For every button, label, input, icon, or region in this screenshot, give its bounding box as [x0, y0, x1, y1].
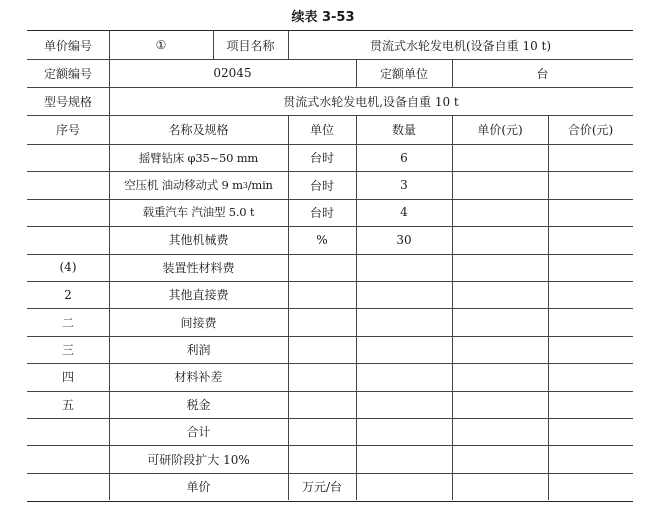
row-unit	[288, 391, 356, 418]
col-header-qty: 数量	[391, 123, 416, 137]
row-price	[452, 308, 548, 335]
row-total	[548, 226, 633, 253]
quota-code-label: 定额编号	[43, 66, 92, 81]
row-unit: 台时	[309, 205, 334, 220]
row-no: 四	[61, 370, 74, 385]
row-name: 摇臂钻床 φ35~50 mm	[138, 150, 259, 165]
row-unit	[288, 418, 356, 445]
row-price	[452, 445, 548, 472]
col-header-no: 序号	[55, 123, 80, 137]
row-name: 单价	[186, 479, 211, 494]
row-price	[452, 336, 548, 363]
quota-unit-value: 台	[536, 66, 549, 81]
row-price	[452, 171, 548, 198]
quota-code-value: 02045	[213, 66, 252, 80]
row-qty	[356, 254, 452, 281]
row-qty	[356, 418, 452, 445]
unit-code-label: 单价编号	[43, 38, 92, 53]
col-header-price: 单价(元)	[477, 123, 523, 137]
row-price	[452, 199, 548, 226]
row-unit: 台时	[309, 151, 334, 166]
row-price	[452, 254, 548, 281]
row-price	[452, 391, 548, 418]
row-unit	[288, 336, 356, 363]
row-total	[548, 445, 633, 472]
row-price	[452, 144, 548, 171]
row-name: 空压机 油动移动式 9 m 3 /min	[124, 178, 273, 193]
row-price	[452, 363, 548, 390]
col-header-name: 名称及规格	[168, 123, 229, 137]
row-unit	[288, 445, 356, 472]
row-name: 装置性材料费	[162, 260, 235, 275]
row-qty	[356, 445, 452, 472]
row-unit	[288, 254, 356, 281]
row-name: 间接费	[180, 315, 217, 330]
table-caption: 续表 3-53	[291, 10, 355, 25]
project-name-value: 贯流式水轮发电机(设备自重 10 t)	[369, 38, 552, 53]
row-price	[452, 226, 548, 253]
row-total	[548, 308, 633, 335]
row-no	[27, 418, 109, 445]
row-no: 2	[64, 287, 72, 302]
row-qty: 4	[400, 205, 408, 220]
row-total	[548, 254, 633, 281]
row-name: 利润	[186, 342, 211, 357]
row-no: (4)	[59, 260, 77, 275]
row-qty	[356, 391, 452, 418]
row-qty	[356, 281, 452, 308]
row-qty	[356, 473, 452, 500]
row-unit	[288, 281, 356, 308]
row-total	[548, 363, 633, 390]
row-no: 三	[61, 342, 74, 357]
row-unit	[288, 363, 356, 390]
model-spec-label: 型号规格	[43, 94, 92, 109]
row-name: 其他直接费	[168, 288, 229, 303]
unit-price-table	[27, 30, 633, 502]
row-no: 五	[61, 397, 74, 412]
row-no: 二	[61, 315, 74, 330]
row-no	[27, 473, 109, 500]
row-price	[452, 473, 548, 500]
row-qty	[356, 308, 452, 335]
row-total	[548, 281, 633, 308]
row-unit	[288, 308, 356, 335]
row-total	[548, 144, 633, 171]
row-name: 材料补差	[174, 370, 223, 385]
row-price	[452, 418, 548, 445]
project-name-label: 项目名称	[226, 38, 275, 53]
row-no	[27, 144, 109, 171]
row-no	[27, 199, 109, 226]
row-name: 可研阶段扩大 10%	[147, 452, 250, 467]
row-name: 载重汽车 汽油型 5.0 t	[142, 205, 255, 220]
row-name: 合计	[186, 425, 211, 440]
row-unit: %	[316, 232, 328, 247]
row-total	[548, 336, 633, 363]
row-no	[27, 171, 109, 198]
row-price	[452, 281, 548, 308]
col-header-total: 合价(元)	[567, 123, 614, 137]
row-total	[548, 391, 633, 418]
col-header-unit: 单位	[309, 123, 334, 137]
model-spec-value: 贯流式水轮发电机,设备自重 10 t	[283, 94, 459, 109]
row-total	[548, 171, 633, 198]
row-unit: 台时	[309, 178, 334, 193]
unit-code-value: ①	[155, 38, 167, 52]
row-total	[548, 473, 633, 500]
row-no	[27, 226, 109, 253]
row-unit: 万元/台	[301, 479, 343, 494]
quota-unit-label: 定额单位	[379, 66, 428, 81]
row-total	[548, 418, 633, 445]
row-name: 其他机械费	[168, 233, 229, 248]
row-total	[548, 199, 633, 226]
row-no	[27, 445, 109, 472]
row-name: 税金	[186, 397, 211, 412]
row-qty	[356, 336, 452, 363]
row-qty: 30	[396, 232, 412, 247]
row-qty	[356, 363, 452, 390]
row-qty: 6	[400, 150, 408, 165]
row-qty: 3	[400, 178, 408, 193]
